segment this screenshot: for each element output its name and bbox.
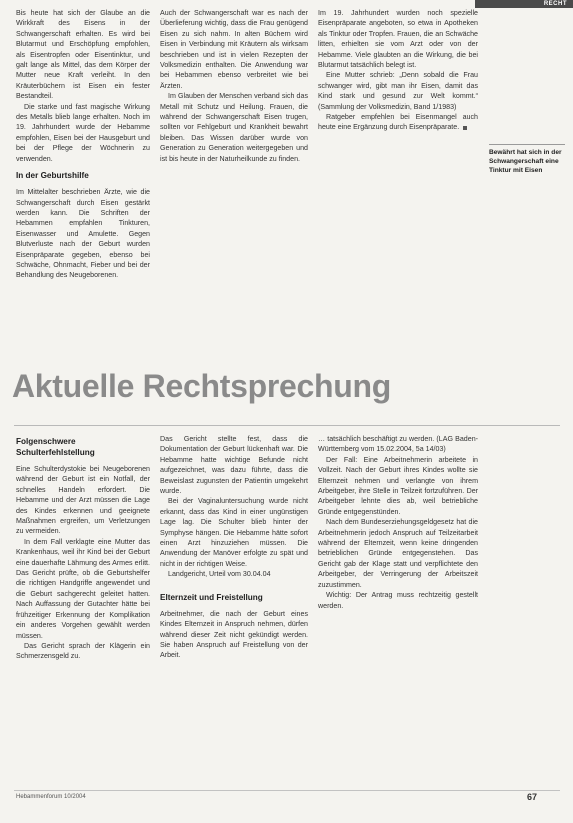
page-number: 67 [527,792,538,802]
article-subhead: Elternzeit und Freistellung [160,592,263,602]
paragraph: Im Glauben der Menschen verband sich das Metall mit Schutz und Heilung. Frauen, die während der Schwangerschaft Eisen trugen, sollten vor Fehlgeburt und Krankheit bewahrt bleiben. Das Wissen darüber wurde von Generation zu Generation weitergegeben und ist bis heute in der Naturheilkunde zu finden. [160,92,308,163]
paragraph: Bei der Vaginaluntersuchung wurde nicht erkannt, dass das Kind in einer ungünstigen Lage lag. Die Schulter blieb hinter der Symphyse hängen. Die Hebamme hätte sofort einen Arzt hinzuziehen müssen. Die Anwendung der Manöver erfolgte zu spät und nicht in der richtigen Weise. [160,497,308,568]
paragraph: Die starke und fast magische Wirkung des Metalls blieb lange erhalten. Noch im 19. Jahrhundert wurde der Hebamme empfohlen, Eisen bei der Hausgeburt und bei der Pflege der Wöchnerin zu verwenden. [16,102,150,163]
paragraph: Landgericht, Urteil vom 30.04.04 [168,570,271,579]
paragraph: In dem Fall verklagte eine Mutter das Krankenhaus, weil ihr Kind bei der Geburt eine dauerhafte Lähmung des Armes erlitt. Das Gericht prüfte, ob die Geburtshelfer die richtigen Handgriffe angewendet und die Geburt sachgerecht geleitet hatten. Nach Auffassung der Gutachter hätte bei frühzeitiger Erkennung der Komplikation ein anderes Vorgehen gewählt werden müssen. [16,537,150,640]
top-column-1 [16,8,150,358]
article-subhead: Folgenschwere Schulterfehlstellung [16,437,95,457]
paragraph: Auch der Schwangerschaft war es nach der Überlieferung wichtig, dass die Frau genügend Eisen zu sich nahm. In alten Büchern wird Eisen in Verbindung mit Kräutern als wirksam beschrieben und ist in vielen Rezepten der Volksmedizin enthalten. Die Anwendung war bei Hebammen ebenso verbreitet wie bei Ärzten. [160,9,308,90]
top-column-2 [160,8,308,358]
main-column-1 [16,434,150,786]
section-tab: RECHT [475,0,573,8]
paragraph [318,112,478,133]
paragraph: Eine Mutter schrieb: „Denn sobald die Frau schwanger wird, gibt man ihr Eisen, damit das Kind stark und gesund zur Welt kommt.“ (Sammlung der Volksmedizin, Band 1/1983) [318,71,478,111]
paragraph: Das Gericht sprach der Klägerin ein Schmerzensgeld zu. [16,641,150,661]
end-mark-icon [463,126,467,130]
paragraph: Nach dem Bundeserziehungsgeldgesetz hat die Arbeitnehmerin jedoch Anspruch auf Teilzeitarbeit während der Elternzeit, wenn keine dringenden betrieblichen Gründe entgegenstehen. Das Gericht gab der Klage statt und verpflichtete den Arbeitgeber, der Verringerung der Arbeitszeit zuzustimmen. [318,518,478,589]
footer-divider [14,790,560,791]
paragraph-text: Ratgeber empfehlen bei Eisenmangel auch heute eine Ergänzung durch Eisenpräparate. [318,113,478,132]
main-column-2 [160,434,308,786]
footer-publication: Hebammenforum 10/2004 [16,794,86,800]
paragraph: Wichtig: Der Antrag muss rechtzeitig gestellt werden. [318,591,478,610]
paragraph: Eine Schulterdystokie bei Neugeborenen während der Geburt ist ein Notfall, der schnelles Handeln erfordert. Die Hebamme und der Arzt müssen die Lage des Kindes erkennen und geeignete Maßnahmen ergreifen, um Verletzungen zu vermeiden. [16,465,150,536]
main-column-3 [318,434,478,786]
paragraph: Im Mittelalter beschrieben Ärzte, wie die Schwangerschaft durch Eisen gestärkt werden kann. Die Schriften der Hebammen empfahlen Tinkturen, Eisenwasser und Amulette. Gegen Blutverluste nach der Geburt wurden Eisenpräparate gegeben, ebenso bei Schwäche, Ohnmacht, Fieber und bei der Behandlung des Neugeborenen. [16,188,150,280]
paragraph: Das Gericht stellte fest, dass die Dokumentation der Geburt lückenhaft war. Die Hebamme hatte wichtige Befunde nicht aufgezeichnet, was dazu führte, dass die Beweislast zugunsten der Patientin umgekehrt wurde. [160,435,308,496]
title-divider [14,425,560,426]
section-subhead: In der Geburtshilfe [16,171,89,181]
paragraph: Arbeitnehmer, die nach der Geburt eines Kindes Elternzeit in Anspruch nehmen, dürfen während dieser Zeit nicht gekündigt werden. Sie haben Anspruch auf Freistellung von der Arbeit. [160,609,308,660]
paragraph: … tatsächlich beschäftigt zu werden. (LAG Baden-Württemberg vom 15.02.2004, 5a 14/03) [318,435,478,454]
paragraph: Im 19. Jahrhundert wurden noch spezielle Eisenpräparate angeboten, so etwa in Apotheken als Tinktur oder Tropfen. Frauen, die an Schwäche litten, erhielten sie vom Arzt oder von der Hebamme. Viele glaubten an die Wirkung, die bei Blutarmut tatsächlich belegt ist. [318,9,478,70]
top-column-3 [318,8,478,358]
page-title: Aktuelle Rechtsprechung [12,368,391,404]
side-note: Bewährt hat sich in der Schwangerschaft eine Tinktur mit Eisen [489,144,565,176]
paragraph: Bis heute hat sich der Glaube an die Wirkkraft des Eisens in der Schwangerschaft erhalten. Es wird bei Blutarmut und Erschöpfung empfohlen, als Eisentropfen oder Eisentinktur, und galt lange als Mittel, das dem Körper der Mutter neue Kraft verleiht. In den Kräuterbüchern ist Eisen ein fester Bestandteil. [16,9,150,101]
paragraph: Der Fall: Eine Arbeitnehmerin arbeitete in Vollzeit. Nach der Geburt ihres Kindes wollte sie Elternzeit nehmen und verlangte von ihrem Arbeitgeber, ihre Stelle in Teilzeit fortzuführen. Der Arbeitgeber lehnte dies ab, weil betriebliche Gründe entgegenstünden. [318,455,478,516]
